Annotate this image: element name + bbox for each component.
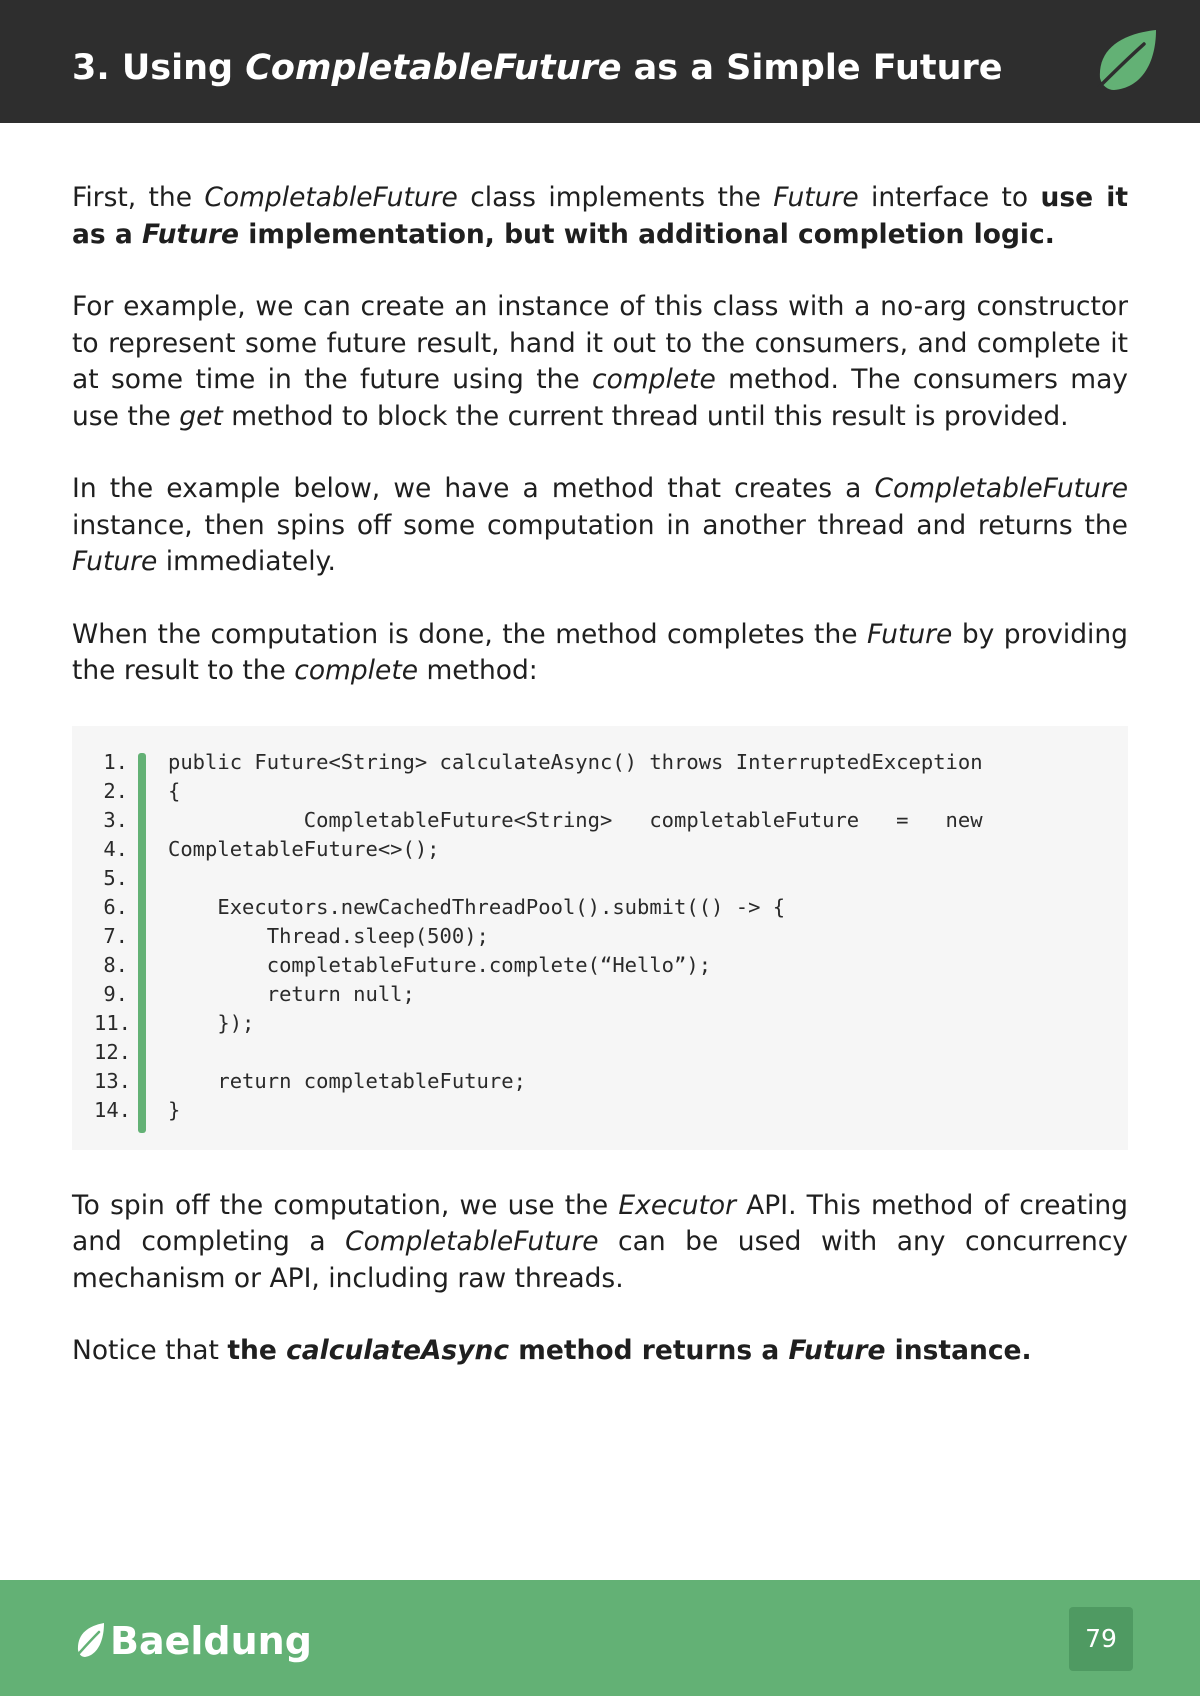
paragraph-computation: When the computation is done, the method completes the Future by providing the result to the complete method:	[72, 618, 1129, 686]
code-line	[72, 1096, 1128, 1125]
code-line	[72, 1067, 1128, 1096]
code-line	[72, 951, 1128, 980]
code-line-text: public Future<String> calculateAsync() throws InterruptedException	[168, 749, 983, 774]
code-line-text: completableFuture.complete(“Hello”);	[168, 952, 712, 977]
brand-name: Baeldung	[110, 1619, 312, 1663]
page-number: 79	[1069, 1607, 1133, 1671]
code-line-number: 14.	[94, 1097, 132, 1122]
page-header	[0, 0, 1200, 123]
code-line	[72, 864, 1128, 893]
code-line-number: 1.	[103, 749, 128, 774]
code-line-text: return completableFuture;	[168, 1068, 526, 1093]
code-block	[72, 726, 1128, 1150]
code-line	[72, 1009, 1128, 1038]
code-line	[72, 980, 1128, 1009]
code-line-number: 3.	[103, 807, 128, 832]
code-line-number: 8.	[103, 952, 128, 977]
leaf-icon	[72, 1622, 106, 1660]
code-line-text: });	[168, 1010, 255, 1035]
code-line-text: {	[168, 778, 181, 803]
code-line-number: 9.	[103, 981, 128, 1006]
code-line-number: 7.	[103, 923, 128, 948]
brand-logo[interactable]	[72, 1616, 312, 1666]
code-line-text: return null;	[168, 981, 415, 1006]
code-line	[72, 748, 1128, 777]
paragraph-below: In the example below, we have a method that creates a CompletableFuture instance, then spins off some computation in another thread and returns the Future immediately.	[72, 473, 1128, 577]
code-line-number: 11.	[94, 1010, 132, 1035]
code-line-text: Thread.sleep(500);	[168, 923, 489, 948]
code-line	[72, 835, 1128, 864]
code-line-text: CompletableFuture<String> completableFuture = new	[168, 807, 983, 832]
page-content	[72, 180, 1128, 1406]
code-line-number: 4.	[103, 836, 128, 861]
code-line	[72, 922, 1128, 951]
code-line-text: }	[168, 1097, 181, 1122]
code-line-number: 13.	[94, 1068, 132, 1093]
page-footer	[0, 1580, 1200, 1696]
page-title: 3. Using CompletableFuture as a Simple Future	[72, 48, 1003, 88]
code-line	[72, 777, 1128, 806]
paragraph-intro: First, the CompletableFuture class implements the Future interface to use it as a Future implementation, but with additional completion logic.	[72, 182, 1128, 250]
code-line-number: 2.	[103, 778, 128, 803]
code-line-text: CompletableFuture<>();	[168, 836, 440, 861]
leaf-icon	[1090, 28, 1160, 96]
code-line	[72, 893, 1128, 922]
code-line	[72, 1038, 1128, 1067]
code-line-number: 12.	[94, 1039, 132, 1064]
paragraph-notice: Notice that the calculateAsync method returns a Future instance.	[72, 1335, 1032, 1366]
code-line-text: Executors.newCachedThreadPool().submit(() -> {	[168, 894, 786, 919]
code-lines	[72, 748, 1128, 1125]
code-line-number: 5.	[103, 865, 128, 890]
paragraph-example: For example, we can create an instance of this class with a no-arg constructor to represent some future result, hand it out to the consumers, and complete it at some time in the future using the complete method. The consumers may use the get method to block the current thread until this result is provided.	[72, 291, 1128, 432]
code-line	[72, 806, 1128, 835]
code-line-number: 6.	[103, 894, 128, 919]
paragraph-executor: To spin off the computation, we use the Executor API. This method of creating and completing a CompletableFuture can be used with any concurrency mechanism or API, including raw threads.	[72, 1189, 1128, 1294]
